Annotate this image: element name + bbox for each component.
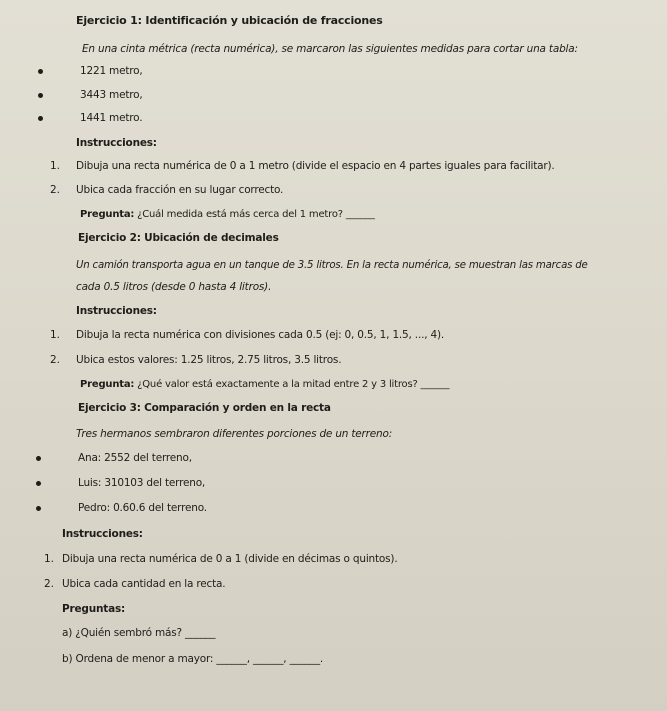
ex1-step-2-num: 2. [50,184,61,196]
bullet [36,456,41,461]
ex3-item-1: Ana: 2552 del terreno, [78,452,192,464]
ex1-title: Ejercicio 1: Identificación y ubicación de fracciones [76,14,383,27]
ex1-question [80,208,375,222]
ex3-question-a: a) ¿Quién sembró más? ______ [62,627,216,639]
ex2-instructions-label: Instrucciones: [76,305,157,317]
bullet [38,93,43,98]
ex1-intro: En una cinta métrica (recta numérica), se marcaron las siguientes medidas para cortar una tabla: [82,43,578,55]
ex1-question-text: ¿Cuál medida está más cerca del 1 metro? ______ [137,209,375,220]
ex1-item-3: 1441 metro. [80,112,143,124]
ex2-intro-line-2: cada 0.5 litros (desde 0 hasta 4 litros). [76,281,272,293]
ex3-questions-label: Preguntas: [62,603,126,615]
ex3-title: Ejercicio 3: Comparación y orden en la recta [78,402,331,414]
ex2-question-label: Pregunta: [80,379,135,390]
ex1-item-2: 3443 metro, [80,89,143,101]
bullet [38,69,43,74]
ex3-step-2-num: 2. [44,578,55,590]
ex1-question-label: Pregunta: [80,209,135,220]
ex1-item-1: 1221 metro, [80,65,143,77]
ex2-step-1-num: 1. [50,329,61,341]
ex3-instructions-label: Instrucciones: [62,528,143,540]
ex2-question [80,378,449,392]
bullet [36,506,41,511]
ex3-step-1-num: 1. [44,553,55,565]
ex3-step-2: Ubica cada cantidad en la recta. [62,578,226,590]
ex2-step-1: Dibuja la recta numérica con divisiones cada 0.5 (ej: 0, 0.5, 1, 1.5, ..., 4). [76,329,445,341]
ex2-step-2-num: 2. [50,354,61,366]
ex2-question-text: ¿Qué valor está exactamente a la mitad entre 2 y 3 litros? ______ [137,379,450,390]
ex3-item-2: Luis: 310103 del terreno, [78,477,206,489]
ex3-intro: Tres hermanos sembraron diferentes porciones de un terreno: [76,428,393,440]
ex3-question-b: b) Ordena de menor a mayor: ______, ______, ______. [62,653,324,665]
ex1-step-1: Dibuja una recta numérica de 0 a 1 metro (divide el espacio en 4 partes iguales para facilitar). [76,160,555,172]
ex2-title: Ejercicio 2: Ubicación de decimales [78,232,279,244]
ex3-step-1: Dibuja una recta numérica de 0 a 1 (divide en décimas o quintos). [62,553,398,565]
bullet [36,481,41,486]
ex1-instructions-label: Instrucciones: [76,137,157,149]
ex1-step-2: Ubica cada fracción en su lugar correcto. [76,184,284,196]
ex2-step-2: Ubica estos valores: 1.25 litros, 2.75 litros, 3.5 litros. [76,354,342,366]
bullet [38,116,43,121]
ex3-item-3: Pedro: 0.60.6 del terreno. [78,502,207,514]
ex1-step-1-num: 1. [50,160,61,172]
ex2-intro-line-1: Un camión transporta agua en un tanque de 3.5 litros. En la recta numérica, se muestran las marcas de [76,260,588,271]
